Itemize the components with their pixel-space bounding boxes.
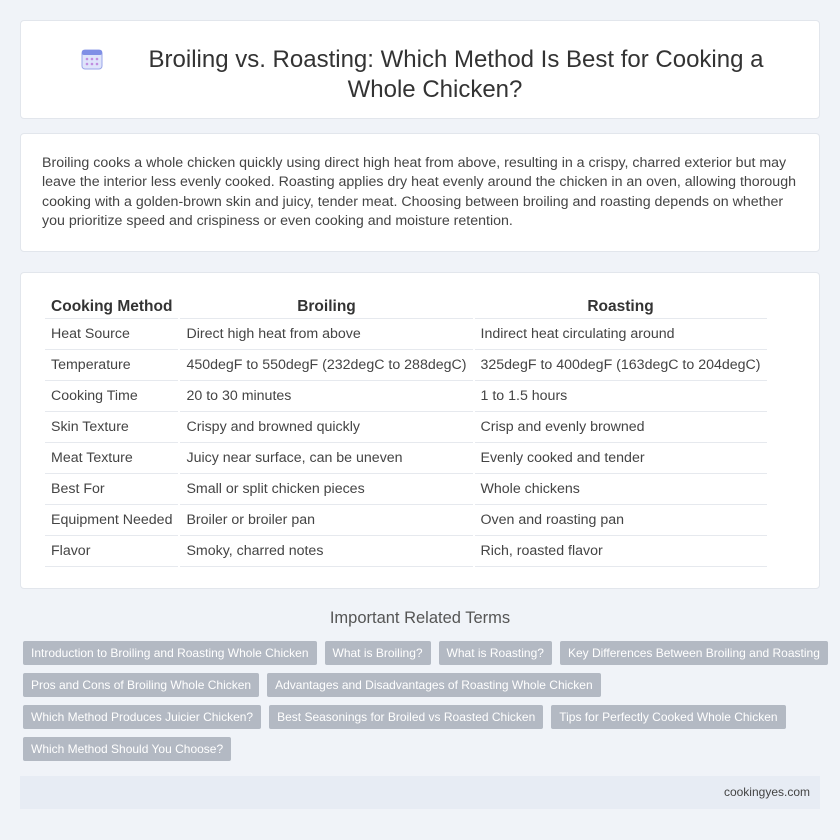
related-term-tag[interactable]: Which Method Should You Choose?	[23, 737, 231, 761]
table-row	[45, 505, 767, 536]
table-cell: Broiler or broiler pan	[180, 505, 472, 536]
table-cell: Equipment Needed	[45, 505, 178, 536]
table-row	[45, 536, 767, 567]
related-term-tag[interactable]: Which Method Produces Juicier Chicken?	[23, 705, 261, 729]
table-cell: Whole chickens	[475, 474, 767, 505]
table-header: Cooking Method	[45, 295, 178, 319]
table-cell: 325degF to 400degF (163degC to 204degC)	[475, 350, 767, 381]
table-cell: Small or split chicken pieces	[180, 474, 472, 505]
comparison-card	[20, 272, 820, 589]
table-cell: Crisp and evenly browned	[475, 412, 767, 443]
table-row	[45, 350, 767, 381]
table-row	[45, 412, 767, 443]
table-cell: Heat Source	[45, 319, 178, 350]
table-row	[45, 381, 767, 412]
table-cell: Evenly cooked and tender	[475, 443, 767, 474]
table-header: Roasting	[475, 295, 767, 319]
table-cell: Juicy near surface, can be uneven	[180, 443, 472, 474]
table-cell: Oven and roasting pan	[475, 505, 767, 536]
page-title: Broiling vs. Roasting: Which Method Is Best for Cooking a Whole Chicken?	[148, 46, 764, 103]
table-cell: 450degF to 550degF (232degC to 288degC)	[180, 350, 472, 381]
related-term-tag[interactable]: Pros and Cons of Broiling Whole Chicken	[23, 673, 259, 697]
related-term-tag[interactable]: What is Broiling?	[325, 641, 431, 665]
table-cell: Best For	[45, 474, 178, 505]
related-term-tag[interactable]: Introduction to Broiling and Roasting Whole Chicken	[23, 641, 317, 665]
table-row	[45, 443, 767, 474]
related-term-tag[interactable]: Best Seasonings for Broiled vs Roasted Chicken	[269, 705, 543, 729]
tag-row	[23, 737, 823, 761]
table-cell: 1 to 1.5 hours	[475, 381, 767, 412]
table-cell: Temperature	[45, 350, 178, 381]
related-term-tag[interactable]: Tips for Perfectly Cooked Whole Chicken	[551, 705, 785, 729]
table-row	[45, 319, 767, 350]
tag-row	[23, 641, 823, 665]
table-cell: Indirect heat circulating around	[475, 319, 767, 350]
related-term-tag[interactable]: What is Roasting?	[439, 641, 552, 665]
comparison-table	[43, 295, 769, 567]
table-cell: Skin Texture	[45, 412, 178, 443]
intro-card	[20, 133, 820, 252]
table-header: Broiling	[180, 295, 472, 319]
table-cell: Crispy and browned quickly	[180, 412, 472, 443]
footer	[20, 776, 820, 809]
table-header-row	[45, 295, 767, 319]
related-terms-title: Important Related Terms	[329, 609, 511, 627]
tag-row	[23, 705, 823, 729]
table-cell: Smoky, charred notes	[180, 536, 472, 567]
intro-paragraph: Broiling cooks a whole chicken quickly using direct high heat from above, resulting in a crispy, charred exterior but may leave the interior less evenly cooked. Roasting applies dry heat evenly around the chicken in an oven, allowing thorough cooking with a golden-brown skin and juicy, tender meat. Choosing between broiling and roasting depends on whether you prioritize speed and crispiness or even cooking and moisture retention.	[42, 155, 796, 230]
table-cell: Meat Texture	[45, 443, 178, 474]
table-cell: Direct high heat from above	[180, 319, 472, 350]
tag-row	[23, 673, 823, 697]
title-card	[20, 20, 820, 119]
table-cell: 20 to 30 minutes	[180, 381, 472, 412]
footer-site-link[interactable]: cookingyes.com	[723, 785, 810, 799]
table-cell: Flavor	[45, 536, 178, 567]
table-cell: Cooking Time	[45, 381, 178, 412]
table-cell: Rich, roasted flavor	[475, 536, 767, 567]
related-term-tag[interactable]: Key Differences Between Broiling and Roasting	[560, 641, 828, 665]
table-row	[45, 474, 767, 505]
related-terms-tags	[23, 641, 823, 769]
related-term-tag[interactable]: Advantages and Disadvantages of Roasting Whole Chicken	[267, 673, 601, 697]
